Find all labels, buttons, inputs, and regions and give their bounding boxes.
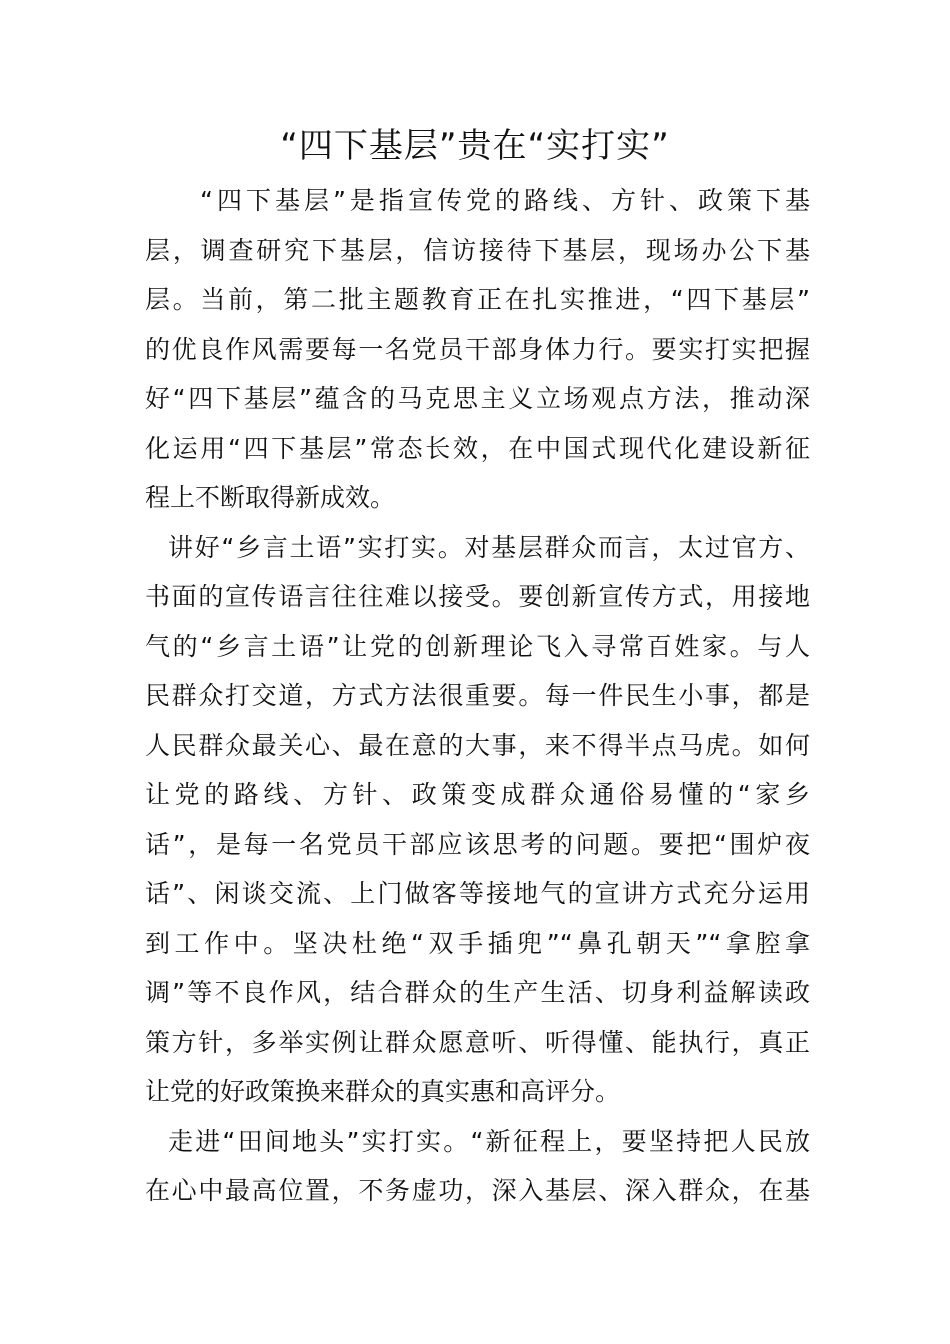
text-line: 气的“乡言土语”让党的创新理论飞入寻常百姓家。与人 [145,631,810,661]
document-body [145,176,810,1216]
paragraph-fields [145,1117,810,1216]
text-line: 层。当前，第二批主题教育正在扎实推进，“四下基层” [145,285,810,314]
text-line: 书面的宣传语言往往难以接受。要创新宣传方式，用接地 [145,582,810,611]
text-line: 人民群众最关心、最在意的大事，来不得半点马虎。如何 [145,730,810,760]
paragraph-local-language [145,523,810,1117]
text-line: 走进“田间地头”实打实。“新征程上，要坚持把人民放 [168,1126,810,1156]
text-line: 话”、闲谈交流、上门做客等接地气的宣讲方式充分运用 [145,879,810,908]
text-line: 化运用“四下基层”常态长效，在中国式现代化建设新征 [145,433,810,463]
text-line: 让党的好政策换来群众的真实惠和高评分。 [145,1077,621,1106]
text-line: 策方针，多举实例让群众愿意听、听得懂、能执行，真正 [145,1027,810,1057]
text-line: 调”等不良作风，结合群众的生产生活、切身利益解读政 [145,978,810,1007]
text-line: 话”，是每一名党员干部应该思考的问题。要把“围炉夜 [145,829,810,859]
text-line: 到工作中。坚决杜绝“双手插兜”“鼻孔朝天”“拿腔拿 [145,928,810,958]
text-line: 的优良作风需要每一名党员干部身体力行。要实打实把握 [145,334,810,364]
text-line: 讲好“乡言土语”实打实。对基层群众而言，太过官方、 [168,532,810,562]
text-line: 在心中最高位置，不务虚功，深入基层、深入群众，在基 [145,1176,810,1205]
text-line: 让党的路线、方针、政策变成群众通俗易懂的“家乡 [145,780,810,809]
document-title: “四下基层”贵在“实打实” [280,126,670,166]
text-line: 层，调查研究下基层，信访接待下基层，现场办公下基 [145,235,810,265]
text-line: “四下基层”是指宣传党的路线、方针、政策下基 [200,186,810,215]
text-line: 程上不断取得新成效。 [145,483,396,512]
text-line: 民群众打交道，方式方法很重要。每一件民生小事，都是 [145,681,810,710]
paragraph-intro [145,176,810,523]
text-line: 好“四下基层”蕴含的马克思主义立场观点方法，推动深 [145,384,810,413]
